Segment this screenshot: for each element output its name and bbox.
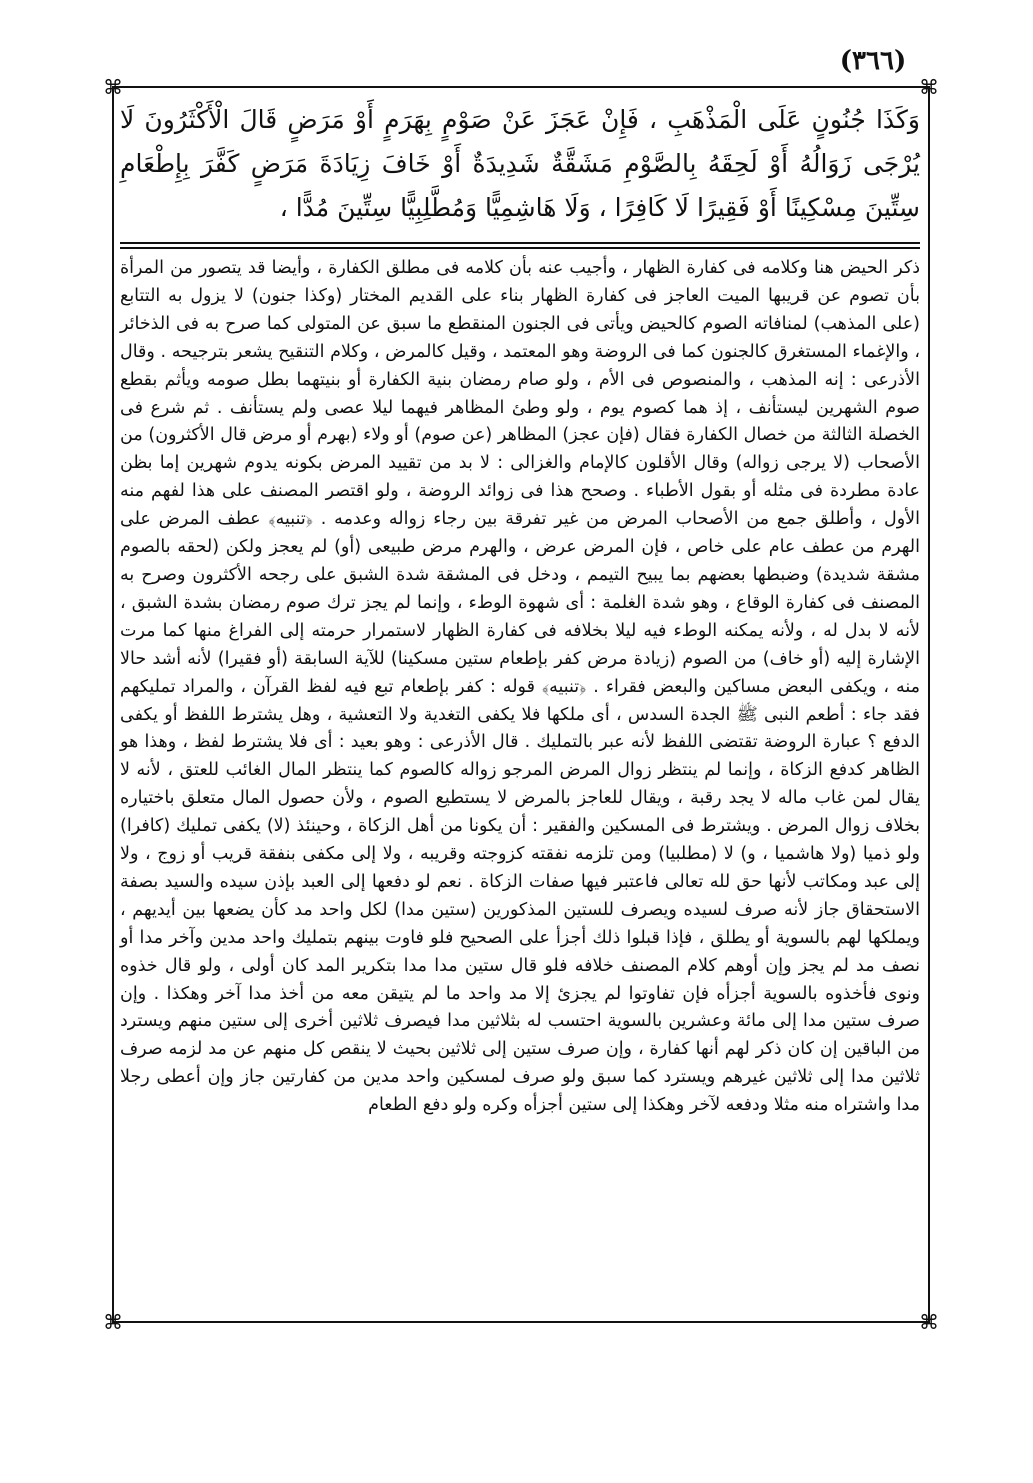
sharh-paragraph: ذكر الحيض هنا وكلامه فى كفارة الظهار ، وأجيب عنه بأن كلامه فى مطلق الكفارة ، وأيضا قد يتصور من المرأة بأن تصوم عن قريبها الميت العاجز فى كفارة الظهار بناء على القديم المختار (وكذا جنون) لا يزول به التتابع (على المذهب) لمنافاته الصوم كالحيض ويأتى فى الجنون المنقطع ما سبق عن المتولى كما صرح به فى الذخائر ، والإغماء المستغرق كالجنون كما فى الروضة وهو المعتمد ، وقيل كالمرض ، وكلام التنقيح يشعر بترجيحه . وقال الأذرعى : إنه المذهب ، والمنصوص فى الأم ، ولو صام رمضان بنية الكفارة أو بنيتهما بطل صومه ويأثم بقطع صوم الشهرين ليستأنف ، إذ هما كصوم يوم ، ولو وطئ المظاهر فيهما ليلا عصى ولم يستأنف . ثم شرع فى الخصلة الثالثة من خصال الكفارة فقال (فإن عجز) المظاهر (عن صوم) أو ولاء (بهرم أو مرض قال الأكثرون) من الأصحاب (لا يرجى زواله) وقال الأقلون كالإمام والغزالى : لا بد من تقييد المرض بكونه يدوم شهرين إما بظن عادة مطردة فى مثله أو بقول الأطباء . وصحح هذا فى زوائد الروضة ، ولو اقتصر المصنف على هذا لفهم منه الأول ، وأطلق جمع من الأصحاب المرض من غير تفرقة بين رجاء زواله وعدمه . ﴿تنبيه﴾ عطف المرض على الهرم من عطف عام على خاص ، فإن المرض عرض ، والهرم مرض طبيعى (أو) لم يعجز ولكن (لحقه بالصوم مشقة شديدة) وضبطها بعضهم بما يبيح التيمم ، ودخل فى المشقة شدة الشبق على رجحه الأكثرون وصرح به المصنف فى كفارة الوقاع ، وهو شدة الغلمة : أى شهوة الوطء ، وإنما لم يجز ترك صوم رمضان بشدة الشبق ، لأنه لا بدل له ، ولأنه يمكنه الوطء فيه ليلا بخلافه فى كفارة الظهار لاستمرار حرمته إلى الفراغ منها كما مرت الإشارة إليه (أو خاف) من الصوم (زيادة مرض كفر بإطعام ستين مسكينا) للآية السابقة (أو فقيرا) لأنه أشد حالا منه ، ويكفى البعض مساكين والبعض فقراء . ﴿تنبيه﴾ قوله : كفر بإطعام تبع فيه لفظ القرآن ، والمراد تمليكهم فقد جاء : أطعم النبى ﷺ الجدة السدس ، أى ملكها فلا يكفى التغدية ولا التعشية ، وهل يشترط اللفظ أو يكفى الدفع ؟ عبارة الروضة تقتضى اللفظ لأنه عبر بالتمليك . قال الأذرعى : وهو بعيد : أى فلا يشترط لفظ ، وهذا هو الظاهر كدفع الزكاة ، وإنما لم ينتظر زوال المرض المرجو زواله كالصوم كما ينتظر المال الغائب للعتق ، لأنه لا يقال لمن غاب ماله لا يجد رقبة ، ويقال للعاجز بالمرض لا يستطيع الصوم ، ولأن حصول المال متعلق باختياره بخلاف زوال المرض . ويشترط فى المسكين والفقير : أن يكونا من أهل الزكاة ، وحينئذ (لا) يكفى تمليك (كافرا) ولو ذميا (ولا هاشميا ، و) لا (مطلبيا) ومن تلزمه نفقته كزوجته وقريبه ، ولا إلى مكفى بنفقة قريب أو زوج ، ولا إلى عبد ومكاتب لأنها حق لله تعالى فاعتبر فيها صفات الزكاة . نعم لو دفعها إلى العبد بإذن سيده والسيد بصفة الاستحقاق جاز لأنه صرف لسيده ويصرف للستين المذكورين (ستين مدا) لكل واحد مد كأن يضعها بين أيديهم ، ويملكها لهم بالسوية أو يطلق ، فإذا قبلوا ذلك أجزأ على الصحيح فلو فاوت بينهم بتمليك واحد مدين وآخر مدا أو نصف مد لم يجز وإن أوهم كلام المصنف خلافه فلو قال ستين مدا مدا بتكرير المد كان أولى ، ولو قال خذوه ونوى فأخذوه بالسوية أجزأه فإن تفاوتوا لم يجزئ إلا مد واحد ما لم يتيقن معه من أخذ مدا آخر وهكذا . وإن صرف ستين مدا إلى مائة وعشرين بالسوية احتسب له بثلاثين مدا فيصرف ثلاثين أخرى إلى ستين منهم ويسترد من الباقين إن كان ذكر لهم أنها كفارة ، وإن صرف ستين إلى ثلاثين بحيث لا ينقص كل منهم عن مد لزمه صرف ثلاثين مدا إلى ثلاثين غيرهم ويسترد كما سبق ولو صرف لمسكين واحد مدين من كفارتين جاز وإن أعطى رجلا مدا واشتراه منه مثلا ودفعه لآخر وهكذا إلى ستين أجزأه وكره ولو دفع الطعام: [120, 258, 920, 1116]
matn-text-block: [120, 98, 920, 230]
ornamental-corner-icon: ⌘: [919, 1310, 939, 1334]
ornamental-corner-icon: ⌘: [103, 1310, 123, 1334]
matn-paragraph: وَكَذَا جُنُونٍ عَلَى الْمَذْهَبِ ، فَإِنْ عَجَزَ عَنْ صَوْمٍ بِهَرَمٍ أَوْ مَرَضٍ قَالَ الْأَكْثَرُونَ لَا يُرْجَى زَوَالُهُ أَوْ لَحِقَهُ بِالصَّوْمِ مَشَقَّةٌ شَدِيدَةٌ أَوْ خَافَ زِيَادَةَ مَرَضٍ كَفَّرَ بِإِطْعَامِ سِتِّينَ مِسْكِينًا أَوْ فَقِيرًا لَا كَافِرًا ، وَلَا هَاشِمِيًّا وَمُطَّلِبِيًّا سِتِّينَ مُدًّا ،: [120, 105, 920, 222]
matn-sharh-divider: [120, 247, 920, 249]
sharh-text-block: [120, 255, 920, 1120]
matn-sharh-divider: [120, 242, 920, 244]
frame-left-rule: [112, 86, 114, 1323]
ornamental-corner-icon: ⌘: [103, 75, 123, 99]
page-number: (٣٦٦): [839, 46, 907, 76]
frame-top-rule: [112, 86, 930, 88]
ornamental-corner-icon: ⌘: [919, 75, 939, 99]
frame-bottom-rule: [112, 1321, 930, 1323]
frame-right-rule: [928, 86, 930, 1323]
